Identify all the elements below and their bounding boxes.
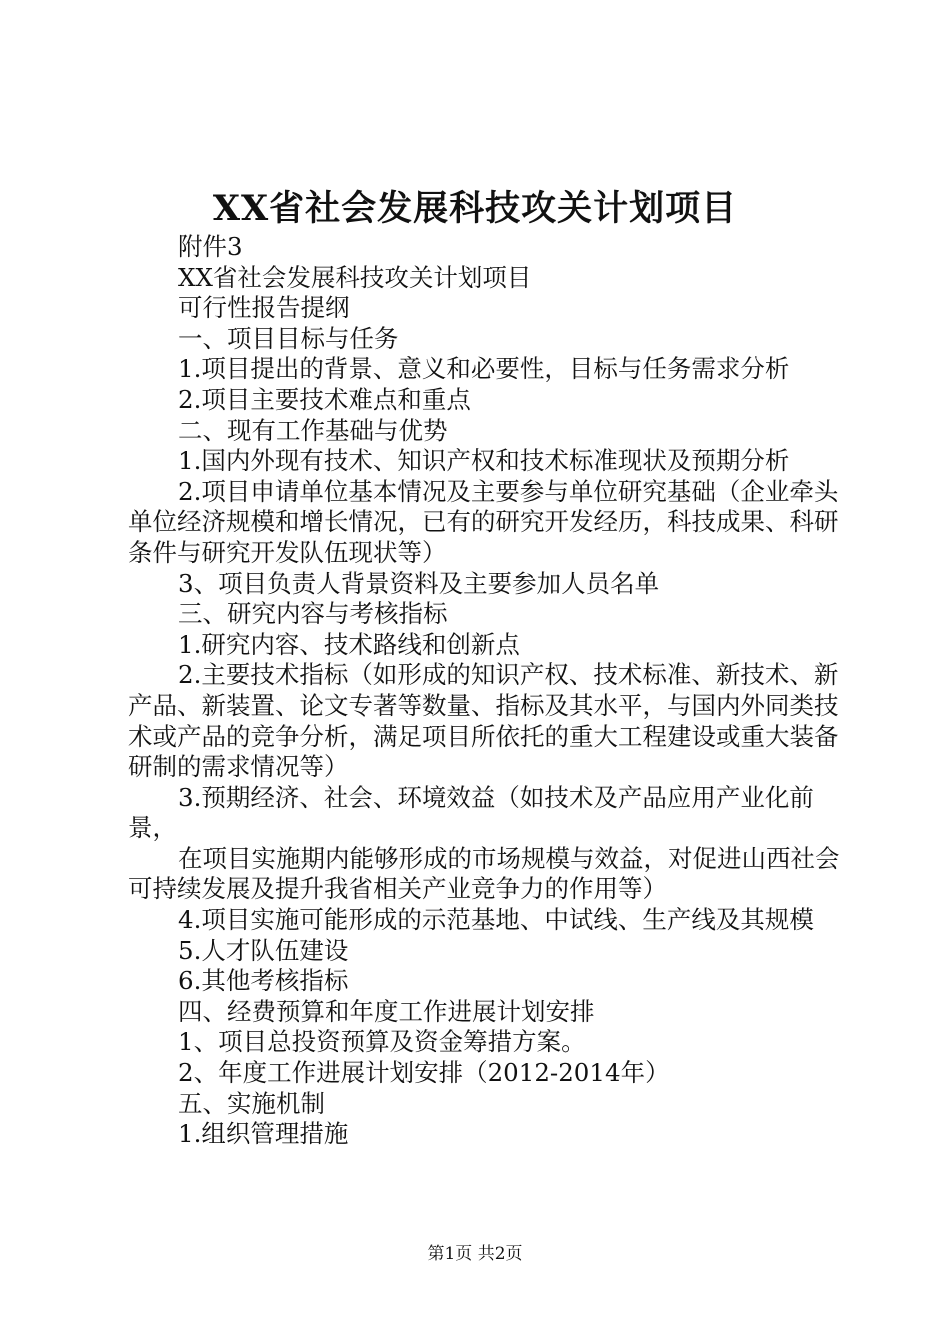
page-number-footer: 第1页 共2页 xyxy=(427,1244,523,1264)
section-heading-4: 四、经费预算和年度工作进展计划安排 xyxy=(178,996,595,1026)
paragraph-item: 4.项目实施可能形成的示范基地、中试线、生产线及其规模 xyxy=(178,905,814,935)
paragraph-item: 3.预期经济、社会、环境效益（如技术及产品应用产业化前景， xyxy=(128,782,814,843)
paragraph-item: 6.其他考核指标 xyxy=(178,966,349,996)
document-title: XX省社会发展科技攻关计划项目 xyxy=(212,188,738,229)
section-heading-2: 二、现有工作基础与优势 xyxy=(178,415,448,445)
paragraph-item: 2、年度工作进展计划安排（2012-2014年） xyxy=(178,1058,670,1088)
paragraph-item: 1、项目总投资预算及资金筹措方案。 xyxy=(178,1027,586,1057)
paragraph-attachment: 附件3 xyxy=(178,232,243,261)
paragraph-item: 1.项目提出的背景、意义和必要性，目标与任务需求分析 xyxy=(178,354,790,384)
document-body xyxy=(128,232,848,1150)
paragraph-project-name: XX省社会发展科技攻关计划项目 xyxy=(178,262,532,292)
paragraph-item: 2.主要技术指标（如形成的知识产权、技术标准、新技术、新产品、新装置、论文专著等数量、指标及其水平，与国内外同类技术或产品的竞争分析，满足项目所依托的重大工程建设或重大装备研制的需求情况等） xyxy=(128,660,839,782)
paragraph-item: 2.项目申请单位基本情况及主要参与单位研究基础（企业牵头单位经济规模和增长情况，已有的研究开发经历，科技成果、科研条件与研究开发队伍现状等） xyxy=(128,476,839,567)
section-heading-5: 五、实施机制 xyxy=(178,1088,325,1118)
paragraph-item: 1.国内外现有技术、知识产权和技术标准现状及预期分析 xyxy=(178,446,790,476)
paragraph-item: 5.人才队伍建设 xyxy=(178,935,349,965)
paragraph-item: 2.项目主要技术难点和重点 xyxy=(178,384,471,414)
paragraph-item: 1.研究内容、技术路线和创新点 xyxy=(178,629,520,659)
paragraph-item: 3、项目负责人背景资料及主要参加人员名单 xyxy=(178,568,660,598)
paragraph-item: 1.组织管理措施 xyxy=(178,1119,349,1149)
section-heading-3: 三、研究内容与考核指标 xyxy=(178,599,448,629)
paragraph-item: 在项目实施期内能够形成的市场规模与效益，对促进山西社会可持续发展及提升我省相关产业竞争力的作用等） xyxy=(128,843,840,904)
section-heading-1: 一、项目目标与任务 xyxy=(178,323,399,353)
paragraph-outline-title: 可行性报告提纲 xyxy=(178,293,350,323)
